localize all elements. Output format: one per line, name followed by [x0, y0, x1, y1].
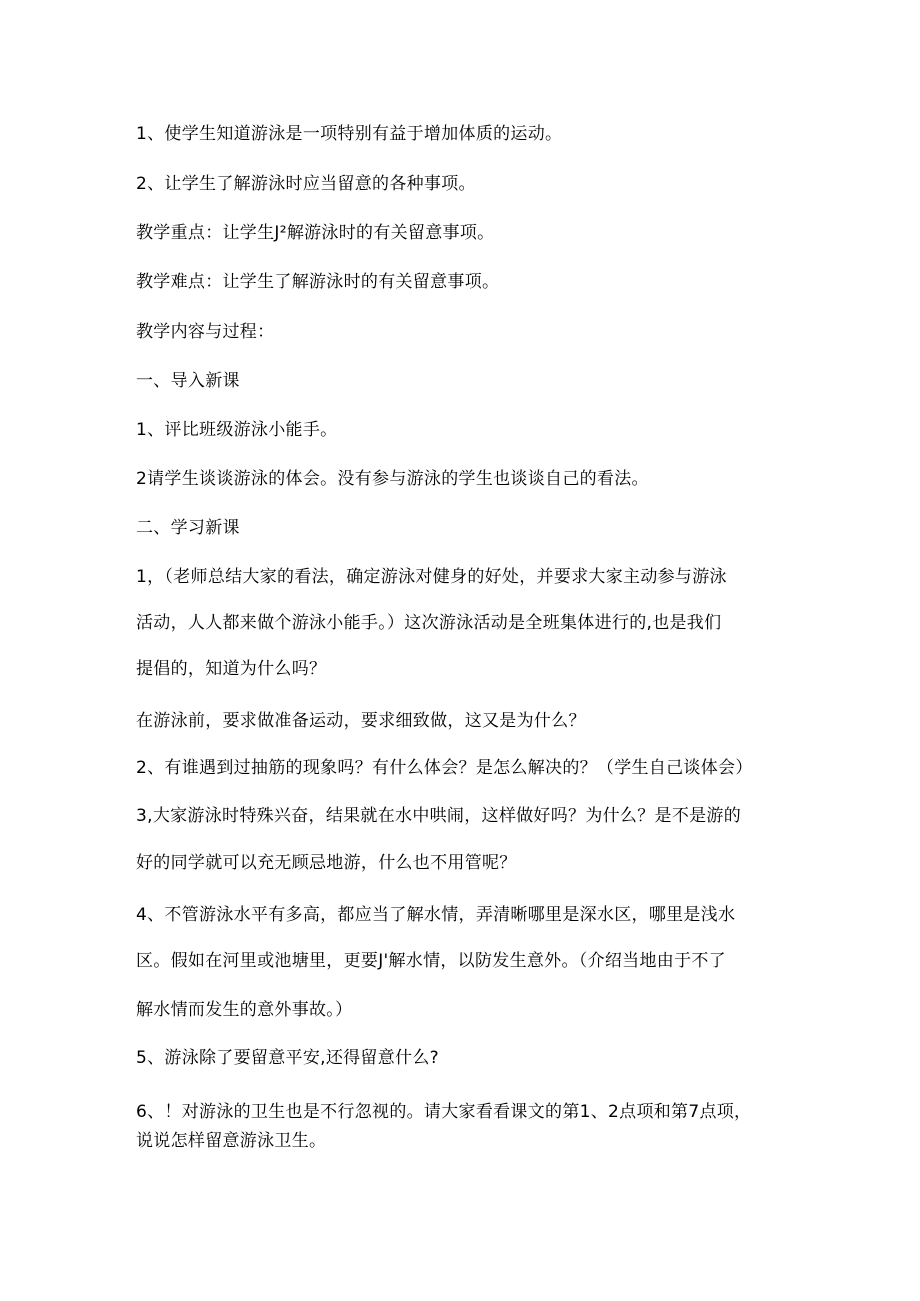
lesson-item-4-line-3: 解水情而发生的意外事故。）	[136, 1000, 353, 1020]
teaching-difficulty: 教学难点：让学生了解游泳时的有关留意事项。	[136, 272, 500, 292]
lesson-item-3-line-2: 好的同学就可以充无顾忌地游，什么也不用管呢？	[136, 853, 517, 873]
lesson-item-1-line-3: 提倡的，知道为什么吗？	[136, 659, 327, 679]
teaching-focus: 教学重点：让学生J²解游泳时的有关留意事项。	[136, 223, 495, 243]
objective-2: 2、让学生了解游泳时应当留意的各种事项。	[136, 174, 476, 194]
lesson-item-3-line-1: 3,大家游泳时特殊兴奋，结果就在水中哄闹，这样做好吗？为什么？是不是游的	[136, 806, 742, 826]
lesson-item-6-line-1: 6、！对游泳的卫生也是不行忽视的。请大家看看课文的第1、2点项和第7点项，	[136, 1102, 752, 1122]
intro-item-2: 2请学生谈谈游泳的体会。没有参与游泳的学生也谈谈自己的看法。	[136, 469, 649, 489]
lesson-item-1-line-4: 在游泳前，要求做准备运动，要求细致做，这又是为什么？	[136, 711, 586, 731]
lesson-item-5: 5、游泳除了要留意平安,还得留意什么?	[136, 1048, 439, 1068]
section-heading-1: 一、导入新课	[136, 371, 240, 391]
objective-1: 1、使学生知道游泳是一项特别有益于增加体质的运动。	[136, 124, 563, 144]
lesson-item-4-line-2: 区。假如在河里或池塘里，更要J'解水情，以防发生意外。（介绍当地由于不了	[136, 951, 726, 971]
intro-item-1: 1、评比班级游泳小能手。	[136, 420, 338, 440]
lesson-item-4-line-1: 4、不管游泳水平有多高，都应当了解水情，弄清晰哪里是深水区，哪里是浅水	[136, 905, 736, 925]
lesson-item-1-line-1: 1，（老师总结大家的看法，确定游泳对健身的好处，并要求大家主动参与游泳	[136, 567, 727, 587]
section-heading-2: 二、学习新课	[136, 518, 240, 538]
lesson-item-1-line-2: 活动，人人都来做个游泳小能手。）这次游泳活动是全班集体进行的,也是我们	[136, 613, 722, 633]
lesson-item-2: 2、有谁遇到过抽筋的现象吗？有什么体会？是怎么解决的？（学生自己谈体会）	[136, 758, 753, 778]
content-heading: 教学内容与过程：	[136, 322, 275, 342]
lesson-item-6-line-2: 说说怎样留意游泳卫生。	[136, 1131, 327, 1151]
